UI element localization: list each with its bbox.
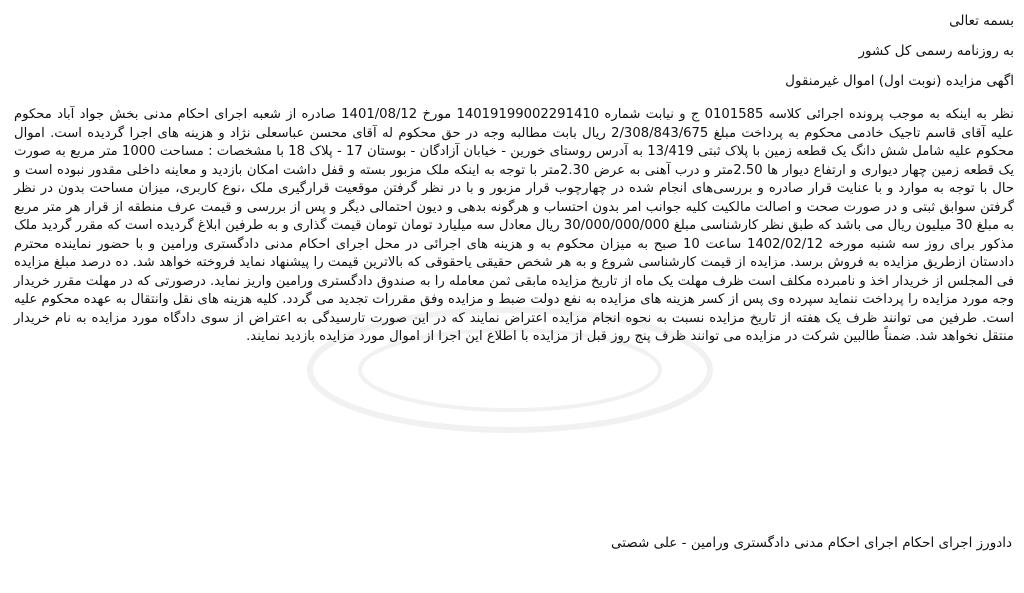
header-notice-title: اگهی مزایده (نوبت اول) اموال غیرمنقول: [785, 73, 1014, 89]
signature-line: دادورز اجرای احکام اجرای احکام مدنی دادگستری ورامین - علی شصتی: [610, 535, 1012, 551]
notice-body: نظر به اینکه به موجب پرونده اجرائی کلاسه 0101585 ج و نیابت شماره 14019199002291410 مورخ 1401/08/12 صادره از شعبه اجرای احکام مدنی بخش جواد آباد محکوم علیه آقای قاسم تاجیک خادمی محکوم به پرداخت مبلغ 2/308/843/675 ریال بابت مطالبه وجه در حق محکوم له آقای محسن عباسعلی نژاد و هزینه های اجرا گردیده است. اموال محکوم علیه شامل شش دانگ یک قطعه زمین با پلاک ثبتی 13/419 به آدرس روستای خورین - خیابان آزادگان - بوستان 17 - پلاک 18 با مشخصات : مساحت 1000 متر مربع به صورت یک قطعه زمین چهار دیواری و ارتفاع دیوار ها 2.50متر و درب آهنی به عرض 2.30متر با توجه به اینکه ملک مزبور بسته و قفل داشت امکان بازدید و معاینه داخلی مقدور نبوده است و حال با توجه به موارد و با عنایت قرار صادره و بررسی‌های انجام شده در چهارچوب قرار مزبور و با در نظر گرفتن موقعیت قرارگیری ملک ،نوع کاربری، میزان مساحت بدون در نظر گرفتن سوابق ثبتی و در صورت صحت و اصالت مالکیت کلیه جوانب امر بدون احتساب و هرگونه بدهی و دیون احتمالی دیگر و پس از بررسی و قیمت عرف منطقه از قرار هر متر مربع به مبلغ 30 میلیون ریال می باشد که طبق نظر کارشناسی مبلغ 30/000/000/000 ریال معادل سه میلیارد تومان تومان قیمت گذاری و به طرفین ابلاغ گردیده است که مقرر گردید ملک مذکور برای روز سه شنبه مورخه 1402/02/12 ساعت 10 صبح به میزان محکوم به و هزینه های اجرائی در محل اجرای احکام مدنی دادگستری ورامین و با حضور نماینده محترم دادستان ازطریق مزایده به فروش برسد. مزایده از قیمت کارشناسی شروع و به هر شخص حقیقی یاحقوقی که بالاترین قیمت را پیشنهاد نماید فروخته خواهد شد. ده درصد مبلغ مزایده فی المجلس از خریدار اخذ و نامبرده مکلف است ظرف مهلت یک ماه از تاریخ مزایده مابقی ثمن معامله را به صندوق دادگستری ورامین واریز نماید. درصورتی که در مهلت مقرر خریدار وجه مورد مزایده را پرداخت ننماید سپرده وی پس از کسر هزینه های مزایده به نفع دولت ضبط و مزایده وفق مقررات تجدید می گردد. کلیه هزینه های نقل وانتقال به عهده محکوم علیه است. طرفین می توانند ظرف یک هفته از تاریخ مزایده نسبت به نحوه انجام مزایده اعتراض نمایند که در این صورت تارسیدگی به اعتراض از سوی دادگاه مورد مزایده به نام خریدار منتقل نخواهد شد. ضمناً طالبین شرکت در مزایده می توانند ظرف پنج روز قبل از مزایده با اطلاع این اجرا از اموال مورد مزایده بازدید نمایند.: [14, 107, 1015, 344]
header-recipient: به روزنامه رسمی کل کشور: [858, 43, 1014, 59]
header-bismillah: بسمه تعالی: [949, 13, 1014, 29]
